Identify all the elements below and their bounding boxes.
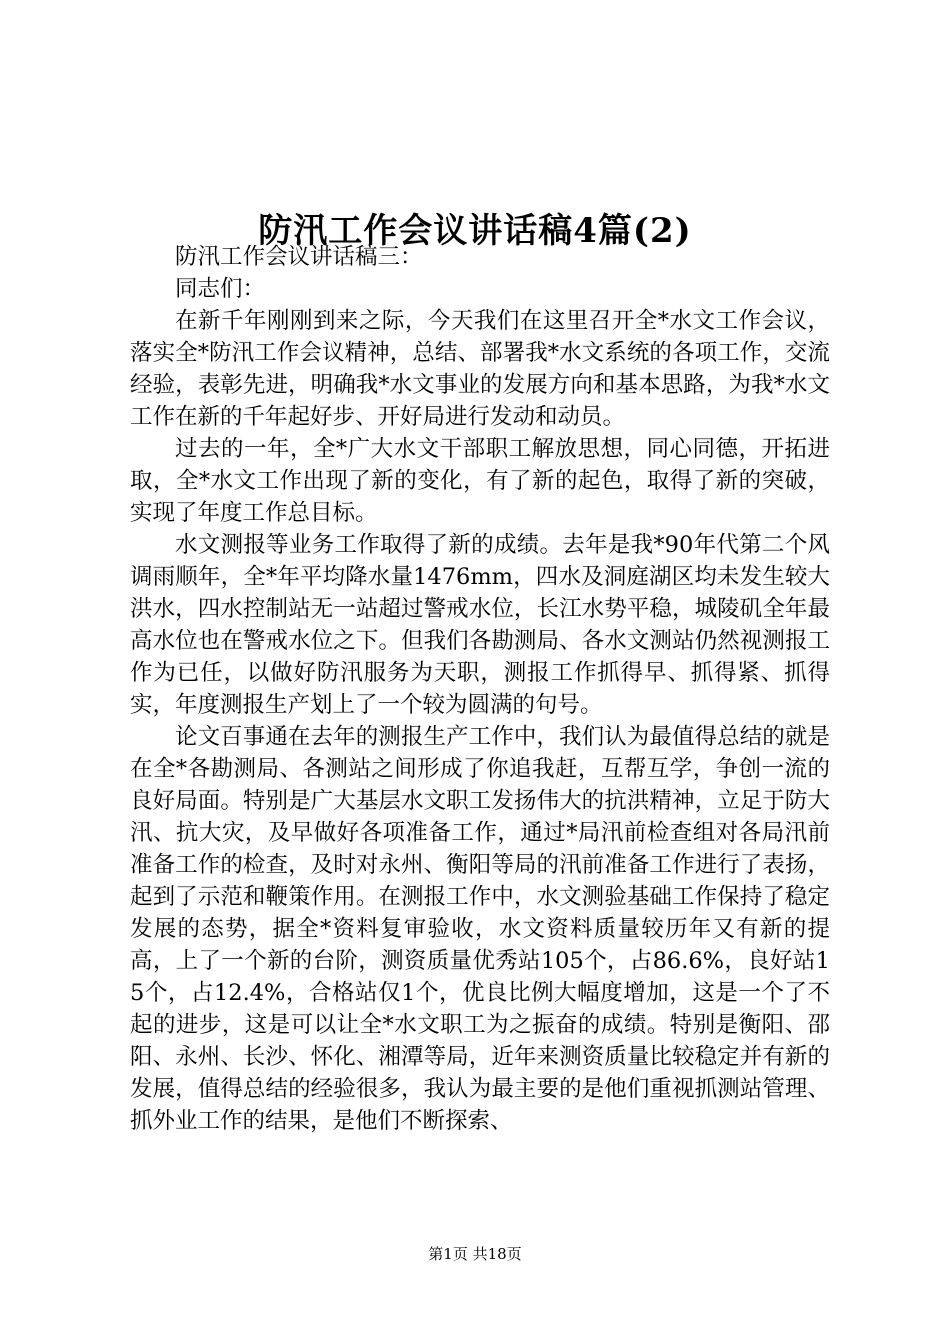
body-paragraph: 在新千年刚刚到来之际，今天我们在这里召开全*水文工作会议，落实全*防汛工作会议精神，总结、部署我*水文系统的各项工作，交流经验，表彰先进，明确我*水文事业的发展方向和基本思路，为我*水文工作在新的千年起好步、开好局进行发动和动员。 bbox=[130, 308, 830, 430]
page-title: 防汛工作会议讲话稿4篇(2) bbox=[258, 210, 692, 251]
document-body bbox=[130, 241, 830, 1137]
section-heading: 防汛工作会议讲话稿三： bbox=[175, 244, 423, 270]
salutation: 同志们： bbox=[175, 276, 266, 302]
body-paragraph: 水文测报等业务工作取得了新的成绩。去年是我*90年代第二个风调雨顺年，全*年平均降水量1476mm，四水及洞庭湖区均未发生较大洪水，四水控制站无一站超过警戒水位，长江水势平稳，城陵矶全年最高水位也在警戒水位之下。但我们各勘测局、各水文测站仍然视测报工作为已任，以做好防汛服务为天职，测报工作抓得早、抓得紧、抓得实，年度测报生产划上了一个较为圆满的句号。 bbox=[130, 532, 830, 718]
body-paragraph: 过去的一年，全*广大水文干部职工解放思想，同心同德，开拓进取，全*水文工作出现了新的变化，有了新的起色，取得了新的突破，实现了年度工作总目标。 bbox=[130, 436, 830, 526]
page-number: 第1页 共18页 bbox=[428, 1245, 522, 1263]
body-paragraph: 论文百事通在去年的测报生产工作中，我们认为最值得总结的就是在全*各勘测局、各测站之间形成了你追我赶，互帮互学，争创一流的良好局面。特别是广大基层水文职工发扬伟大的抗洪精神，立足于防大汛、抗大灾，及早做好各项准备工作，通过*局汛前检查组对各局汛前准备工作的检查，及时对永州、衡阳等局的汛前准备工作进行了表扬，起到了示范和鞭策作用。在测报工作中，水文测验基础工作保持了稳定发展的态势，据全*资料复审验收，水文资料质量较历年又有新的提高，上了一个新的台阶，测资质量优秀站105个，占86.6%，良好站15个，占12.4%，合格站仅1个，优良比例大幅度增加，这是一个了不起的进步，这是可以让全*水文职工为之振奋的成绩。特别是衡阳、邵阳、永州、长沙、怀化、湘潭等局，近年来测资质量比较稳定并有新的发展，值得总结的经验很多，我认为最主要的是他们重视抓测站管理、抓外业工作的结果，是他们不断探索、 bbox=[130, 724, 830, 1134]
